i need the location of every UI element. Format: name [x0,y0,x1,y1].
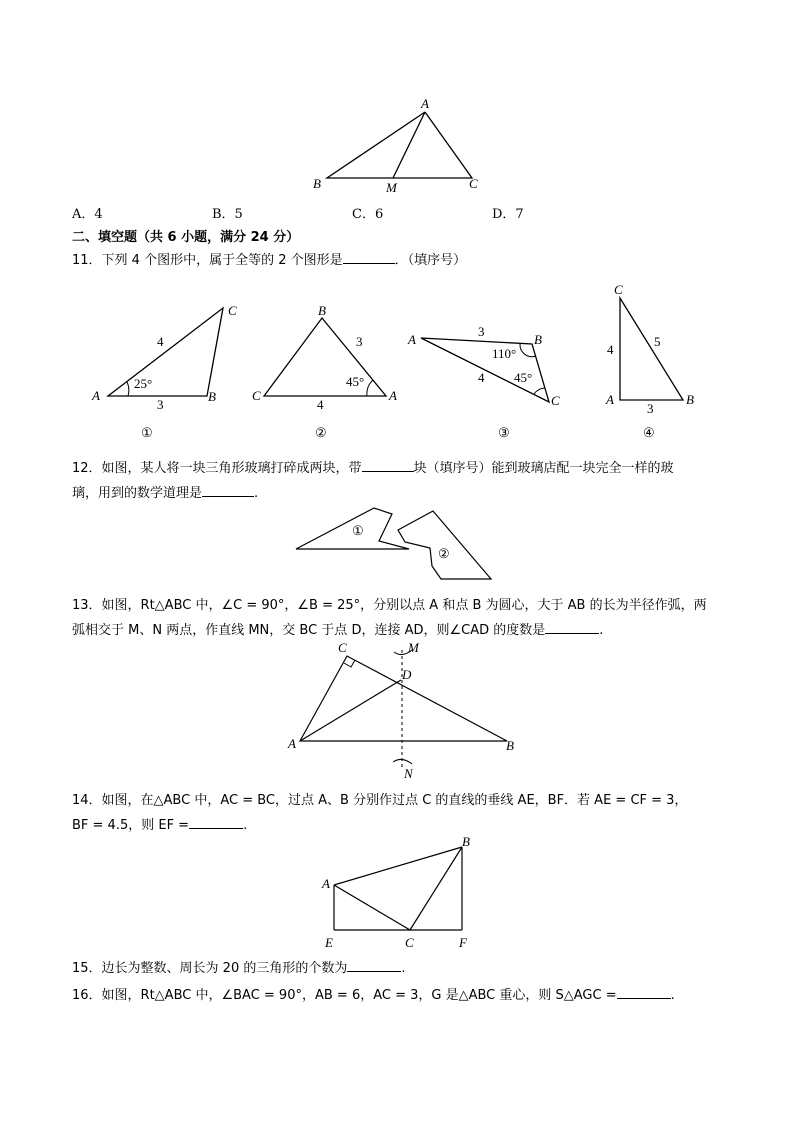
q14-label-a: A [322,876,330,891]
q12-piece2-label: ② [438,546,450,561]
q11-fig4-label-c: C [614,282,623,297]
q11-fig2-side-ca: 4 [317,397,324,412]
q13-text-c: . [599,623,604,638]
q10-choice-a: A．4 [72,207,103,222]
q11-fig2-label-a: A [389,388,397,403]
q15-text-a: 15．边长为整数、周长为 20 的三角形的个数为 [72,961,348,976]
section-title: 二、填空题（共 6 小题，满分 24 分） [72,230,300,245]
q10-label-b: B [313,176,321,191]
q13-label-b: B [506,738,514,753]
q11-fig4-label-b: B [686,392,694,407]
q11-fig2-side-ab: 3 [356,334,363,349]
q11-fig1-side-ac: 4 [157,334,164,349]
q11-fig3-angle-c: 45° [514,370,533,385]
q14-label-b: B [462,834,470,849]
q13-text-line1: 13．如图，Rt△ABC 中，∠C = 90°，∠B = 25°，分别以点 A 和点 B 为圆心，大于 AB 的长为半径作弧，两 [72,598,707,613]
q13-label-n: N [404,766,413,781]
q10-choice-c: C．6 [352,207,384,222]
q12-piece1-label: ① [352,523,364,538]
q14-label-e: E [325,935,333,950]
q14-text-line1: 14．如图，在△ABC 中，AC = BC，过点 A、B 分别作过点 C 的直线的垂线 AE，BF．若 AE = CF = 3， [72,793,688,808]
q14-label-c: C [405,935,414,950]
q11-fig4-side-ac: 4 [607,342,614,357]
q16-text-b: . [670,988,675,1003]
q12-text-d: . [254,486,259,501]
q16-answer-blank[interactable] [617,986,671,999]
q14-label-f: F [459,935,467,950]
q13-text-b: 弧相交于 M、N 两点，作直线 MN，交 BC 于点 D，连接 AD，则∠CAD 的度数是 [72,623,546,638]
q12-text-a: 12．如图，某人将一块三角形玻璃打碎成两块，带 [72,461,362,476]
q10-label-a: A [421,96,429,111]
q15-text [72,957,406,976]
q11-fig4-number: ④ [643,425,655,440]
q11-fig1-number: ① [141,425,153,440]
q14-text-c: . [243,818,248,833]
q11-fig4-label-a: A [606,392,614,407]
q11-fig3-label-c: C [551,393,560,408]
q11-fig3-number: ③ [498,425,510,440]
q12-text-b: 块（填序号）能到玻璃店配一块完全一样的玻 [413,461,674,476]
q13-label-d: D [402,667,412,682]
q11-fig1-label-a: A [92,388,100,403]
q11-fig1-angle: 25° [134,376,153,391]
q11-fig2-angle: 45° [346,374,365,389]
q13-label-a: A [288,736,296,751]
q13-label-m: M [408,640,419,655]
q11-fig4-side-bc: 5 [654,334,661,349]
q10-label-m: M [386,180,397,195]
q11-fig3-side-ab: 3 [478,324,485,339]
q10-choice-d: D．7 [492,207,524,222]
q11-text-b: ．（填序号） [394,253,467,268]
q14-text-b: BF = 4.5，则 EF = [72,818,190,833]
q14-line-ab [334,847,462,885]
q10-label-c: C [469,176,478,191]
q13-label-c: C [338,640,347,655]
q11-fig3-angle-b: 110° [492,346,517,361]
q15-text-b: . [401,961,406,976]
q16-text [72,984,675,1003]
q11-fig2-number: ② [315,425,327,440]
q12-text-c: 璃，用到的数学道理是 [72,486,203,501]
q11-fig2-label-c: C [252,388,261,403]
q14-line-ac [334,885,410,930]
q11-text-a: 11．下列 4 个图形中，属于全等的 2 个图形是 [72,253,343,268]
q14-line-bc [410,847,462,930]
q11-fig1-label-b: B [208,389,216,404]
q16-text-a: 16．如图，Rt△ABC 中，∠BAC = 90°，AB = 6，AC = 3，G 是△ABC 重心，则 S△AGC = [72,988,617,1003]
q11-fig2-label-b: B [318,303,326,318]
q11-fig3-side-ac: 4 [478,370,485,385]
q11-fig3-label-b: B [534,332,542,347]
q10-choice-b: B．5 [212,207,243,222]
q15-answer-blank[interactable] [347,959,401,972]
q11-fig1-label-c: C [228,303,237,318]
q11-fig3-label-a: A [408,332,416,347]
q11-fig1-side-ab: 3 [157,397,164,412]
q11-fig4-side-ab: 3 [647,401,654,416]
